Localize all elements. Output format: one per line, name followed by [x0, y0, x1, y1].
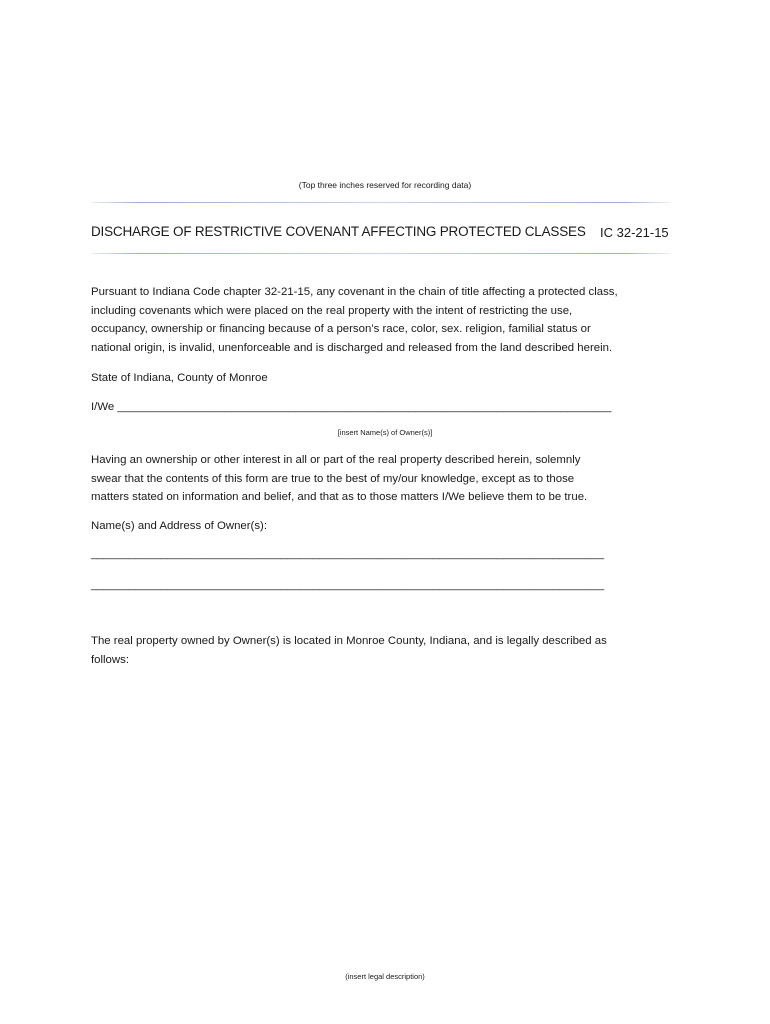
oath-paragraph	[91, 451, 681, 507]
owner-name-field[interactable]: I/We ______________________________________________________________________________	[91, 401, 612, 413]
owner-address-field-1[interactable]: _________________________________________________________________________________	[91, 548, 605, 560]
intro-line: including covenants which were placed on the real property with the intent of restricting the use,	[91, 304, 573, 317]
legal-description-caption: (insert legal description)	[345, 972, 425, 981]
document-title: DISCHARGE OF RESTRICTIVE COVENANT AFFECTING PROTECTED CLASSES	[91, 224, 586, 239]
intro-line: occupancy, ownership or financing because of a person’s race, color, sex. religion, familial status or	[91, 323, 591, 335]
state-county-line: State of Indiana, County of Monroe	[91, 372, 268, 384]
intro-line: national origin, is invalid, unenforceable and is discharged and released from the land described herein.	[91, 341, 613, 354]
property-line: follows:	[91, 653, 129, 666]
intro-paragraph	[91, 283, 681, 357]
property-paragraph	[91, 632, 681, 669]
statute-citation: IC 32-21-15	[600, 225, 669, 240]
oath-line: swear that the contents of this form are true to the best of my/our knowledge, except as to those	[91, 472, 575, 485]
owner-name-caption: [insert Name(s) of Owner(s)]	[337, 428, 433, 437]
owner-address-field-2[interactable]: _________________________________________________________________________________	[91, 579, 605, 591]
oath-line: matters stated on information and belief, and that as to those matters I/We believe them to be true.	[91, 491, 588, 503]
oath-line: Having an ownership or other interest in all or part of the real property described herein, solemnly	[91, 454, 581, 466]
property-line: The real property owned by Owner(s) is located in Monroe County, Indiana, and is legally described as	[91, 635, 607, 647]
header-bottom-rule	[91, 253, 670, 254]
recording-area-note: (Top three inches reserved for recording data)	[298, 180, 472, 190]
owner-address-label: Name(s) and Address of Owner(s):	[91, 520, 267, 532]
header-top-rule	[91, 202, 670, 203]
intro-line: Pursuant to Indiana Code chapter 32-21-15, any covenant in the chain of title affecting a protected class,	[91, 286, 618, 298]
